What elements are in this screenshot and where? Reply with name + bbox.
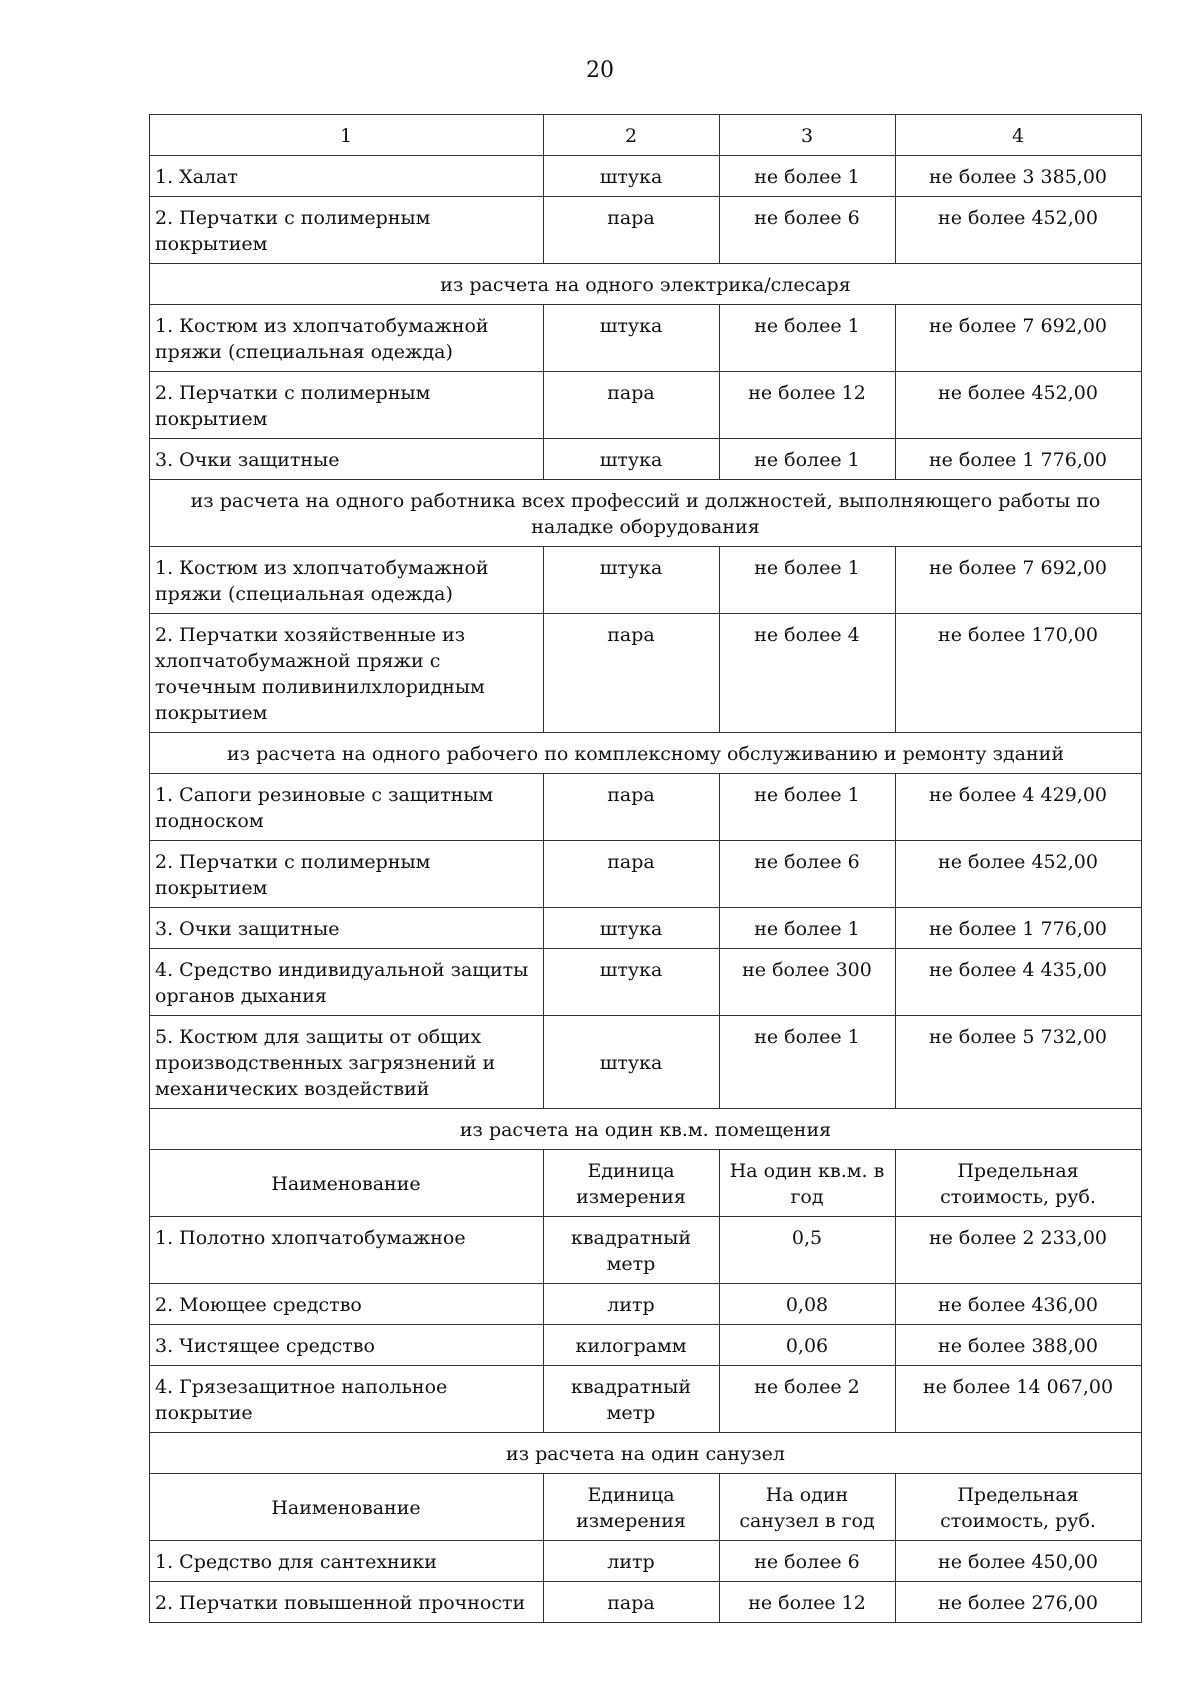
unit-cell: штука [544,305,720,372]
column-header-row [150,1150,1142,1217]
price-cell: не более 388,00 [896,1325,1142,1366]
price-cell: не более 276,00 [896,1582,1142,1623]
unit-cell: штука [544,1016,720,1109]
quantity-cell: не более 300 [720,949,896,1016]
table-row [150,547,1142,614]
price-cell: не более 450,00 [896,1541,1142,1582]
table-row [150,908,1142,949]
section-heading: из расчета на одного рабочего по комплексному обслуживанию и ремонту зданий [150,733,1142,774]
table-row [150,841,1142,908]
unit-cell: литр [544,1284,720,1325]
item-name-cell: 2. Моющее средство [150,1284,544,1325]
column-header-price: Предельная стоимость, руб. [896,1150,1142,1217]
unit-cell: штука [544,949,720,1016]
column-header-name: Наименование [150,1474,544,1541]
unit-cell: штука [544,547,720,614]
unit-cell: килограмм [544,1325,720,1366]
quantity-cell: 0,5 [720,1217,896,1284]
price-cell: не более 7 692,00 [896,547,1142,614]
table-row [150,1016,1142,1109]
item-name-cell: 2. Перчатки с полимерным покрытием [150,372,544,439]
quantity-cell: не более 6 [720,197,896,264]
table-row [150,305,1142,372]
price-cell: не более 452,00 [896,841,1142,908]
section-row [150,264,1142,305]
quantity-cell: не более 1 [720,774,896,841]
table-row [150,1366,1142,1433]
item-name-cell: 1. Халат [150,156,544,197]
section-row [150,1433,1142,1474]
unit-cell: пара [544,774,720,841]
price-cell: не более 3 385,00 [896,156,1142,197]
quantity-cell: не более 6 [720,841,896,908]
section-heading: из расчета на одного электрика/слесаря [150,264,1142,305]
page-number: 20 [586,58,614,83]
column-number-cell: 1 [150,115,544,156]
table-row [150,439,1142,480]
table-row [150,1284,1142,1325]
price-cell: не более 4 429,00 [896,774,1142,841]
item-name-cell: 1. Сапоги резиновые с защитным подноском [150,774,544,841]
quantity-cell: не более 4 [720,614,896,733]
price-cell: не более 4 435,00 [896,949,1142,1016]
item-name-cell: 2. Перчатки повышенной прочности [150,1582,544,1623]
quantity-cell: не более 2 [720,1366,896,1433]
item-name-cell: 4. Средство индивидуальной защиты органов дыхания [150,949,544,1016]
price-cell: не более 170,00 [896,614,1142,733]
item-name-cell: 1. Костюм из хлопчатобумажной пряжи (специальная одежда) [150,547,544,614]
quantity-cell: не более 12 [720,372,896,439]
unit-cell: квадратный метр [544,1217,720,1284]
item-name-cell: 5. Костюм для защиты от общих производственных загрязнений и механических воздействий [150,1016,544,1109]
column-number-cell: 4 [896,115,1142,156]
table-row [150,1325,1142,1366]
unit-cell: пара [544,197,720,264]
price-cell: не более 7 692,00 [896,305,1142,372]
price-cell: не более 436,00 [896,1284,1142,1325]
table-row [150,197,1142,264]
item-name-cell: 4. Грязезащитное напольное покрытие [150,1366,544,1433]
unit-cell: штука [544,908,720,949]
section-heading: из расчета на одного работника всех профессий и должностей, выполняющего работы по наладке оборудования [150,480,1142,547]
table-row [150,614,1142,733]
price-cell: не более 452,00 [896,197,1142,264]
column-header-name: Наименование [150,1150,544,1217]
item-name-cell: 2. Перчатки с полимерным покрытием [150,841,544,908]
section-heading: из расчета на один кв.м. помещения [150,1109,1142,1150]
table-row [150,372,1142,439]
column-number-cell: 2 [544,115,720,156]
quantity-cell: не более 6 [720,1541,896,1582]
item-name-cell: 1. Средство для сантехники [150,1541,544,1582]
norms-table [149,114,1142,1623]
table-body [150,115,1142,1623]
item-name-cell: 1. Костюм из хлопчатобумажной пряжи (специальная одежда) [150,305,544,372]
unit-cell: литр [544,1541,720,1582]
price-cell: не более 5 732,00 [896,1016,1142,1109]
column-header-row [150,1474,1142,1541]
quantity-cell: не более 1 [720,156,896,197]
unit-cell: пара [544,614,720,733]
unit-cell: пара [544,372,720,439]
column-header-unit: Единица измерения [544,1150,720,1217]
table-row [150,1582,1142,1623]
column-header-qty: На один кв.м. в год [720,1150,896,1217]
price-cell: не более 2 233,00 [896,1217,1142,1284]
item-name-cell: 3. Очки защитные [150,908,544,949]
section-row [150,480,1142,547]
table-row [150,1217,1142,1284]
quantity-cell: не более 1 [720,305,896,372]
section-heading: из расчета на один санузел [150,1433,1142,1474]
section-row [150,1109,1142,1150]
quantity-cell: не более 1 [720,1016,896,1109]
unit-cell: квадратный метр [544,1366,720,1433]
column-number-row [150,115,1142,156]
column-header-unit: Единица измерения [544,1474,720,1541]
quantity-cell: 0,06 [720,1325,896,1366]
quantity-cell: не более 1 [720,908,896,949]
table-row [150,156,1142,197]
item-name-cell: 3. Чистящее средство [150,1325,544,1366]
item-name-cell: 1. Полотно хлопчатобумажное [150,1217,544,1284]
item-name-cell: 3. Очки защитные [150,439,544,480]
item-name-cell: 2. Перчатки с полимерным покрытием [150,197,544,264]
column-header-price: Предельная стоимость, руб. [896,1474,1142,1541]
unit-cell: штука [544,156,720,197]
unit-cell: пара [544,841,720,908]
quantity-cell: не более 1 [720,547,896,614]
price-cell: не более 14 067,00 [896,1366,1142,1433]
section-row [150,733,1142,774]
quantity-cell: не более 1 [720,439,896,480]
price-cell: не более 1 776,00 [896,908,1142,949]
unit-cell: пара [544,1582,720,1623]
table-row [150,1541,1142,1582]
price-cell: не более 1 776,00 [896,439,1142,480]
column-header-qty: На один санузел в год [720,1474,896,1541]
table-row [150,774,1142,841]
quantity-cell: 0,08 [720,1284,896,1325]
quantity-cell: не более 12 [720,1582,896,1623]
unit-cell: штука [544,439,720,480]
table-row [150,949,1142,1016]
column-number-cell: 3 [720,115,896,156]
price-cell: не более 452,00 [896,372,1142,439]
item-name-cell: 2. Перчатки хозяйственные из хлопчатобумажной пряжи с точечным поливинилхлоридным покрытием [150,614,544,733]
